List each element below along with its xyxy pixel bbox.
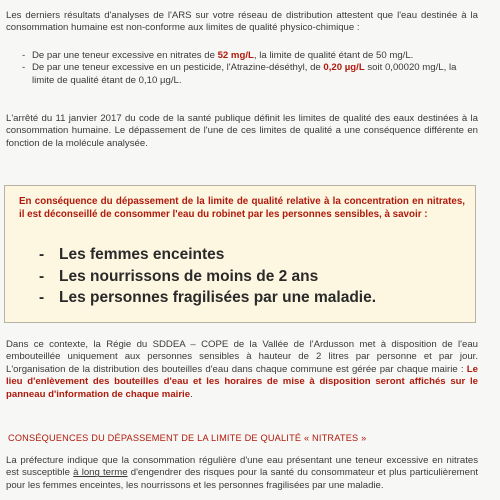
measurement-text-before: De par une teneur excessive en nitrates de (32, 50, 218, 61)
measurement-text-after: , la limite de qualité étant de 50 mg/L. (253, 50, 414, 61)
distribution-highlight: Le lieu d'enlèvement des bouteilles d'eau et les horaires de mise à disposition seront affichés sur le panneau d'information de chaque mairie (6, 363, 478, 400)
sensitive-groups-list (39, 244, 376, 309)
measurement-text-before: De par une teneur excessive en un pesticide, l'Atrazine-déséthyl, de (32, 62, 324, 74)
distribution-paragraph (6, 339, 478, 401)
regulation-paragraph: L'arrêté du 11 janvier 2017 du code de la santé publique définit les limites de qualité des eaux destinées à la consommation humaine. Le dépassement de l'une de ces limites de qualité a une conséquence différente en fonction de la molécule analysée. (6, 113, 478, 149)
warning-intro: En conséquence du dépassement de la limite de qualité relative à la concentration en nitrates, il est déconseillé de consommer l'eau du robinet par les personnes sensibles, à savoir : (19, 196, 465, 220)
warning-box (4, 185, 476, 323)
measurement-text-after: soit 0,00020 mg/L, la limite de qualité étant de 0,10 µg/L. (32, 62, 457, 86)
nitrates-paragraph (6, 455, 478, 492)
nitrate-value: 52 mg/L (217, 50, 254, 61)
list-item (22, 62, 478, 87)
list-item: - Les personnes fragilisées par une maladie. (39, 287, 376, 309)
long-term-emphasis: à long terme (73, 467, 128, 479)
measurements-list (22, 50, 478, 87)
section-heading: CONSÉQUENCES DU DÉPASSEMENT DE LA LIMITE DE QUALITÉ « NITRATES » (8, 433, 367, 443)
distribution-end: . (190, 388, 193, 400)
list-item: - Les femmes enceintes (39, 244, 376, 266)
list-item: - Les nourrissons de moins de 2 ans (39, 266, 376, 288)
nitrates-text-after: d'engendrer des risques pour la santé du consommateur et plus particulièrement pour les femmes enceintes, les nourrissons et les personnes fragilisées par une maladie. (6, 467, 478, 491)
intro-paragraph: Les derniers résultats d'analyses de l'ARS sur votre réseau de distribution attestent que l'eau destinée à la consommation humaine est non-conforme aux limites de qualité physico-chimique : (6, 10, 478, 34)
distribution-text: Dans ce contexte, la Régie du SDDEA – COPE de la Vallée de l'Ardusson met à disposition de l'eau embouteillée uniquement aux personnes sensibles à hauteur de 2 litres par personne et par jour. L'organisation de la distribution des bouteilles d'eau dans chaque commune est gérée par chaque mairie : (6, 339, 478, 375)
list-item (22, 50, 478, 62)
nitrates-text-before: La préfecture indique que la consommation régulière d'une eau présentant une teneur excessive en nitrates est susceptible (6, 455, 478, 479)
pesticide-value: 0,20 µg/L (323, 62, 365, 74)
